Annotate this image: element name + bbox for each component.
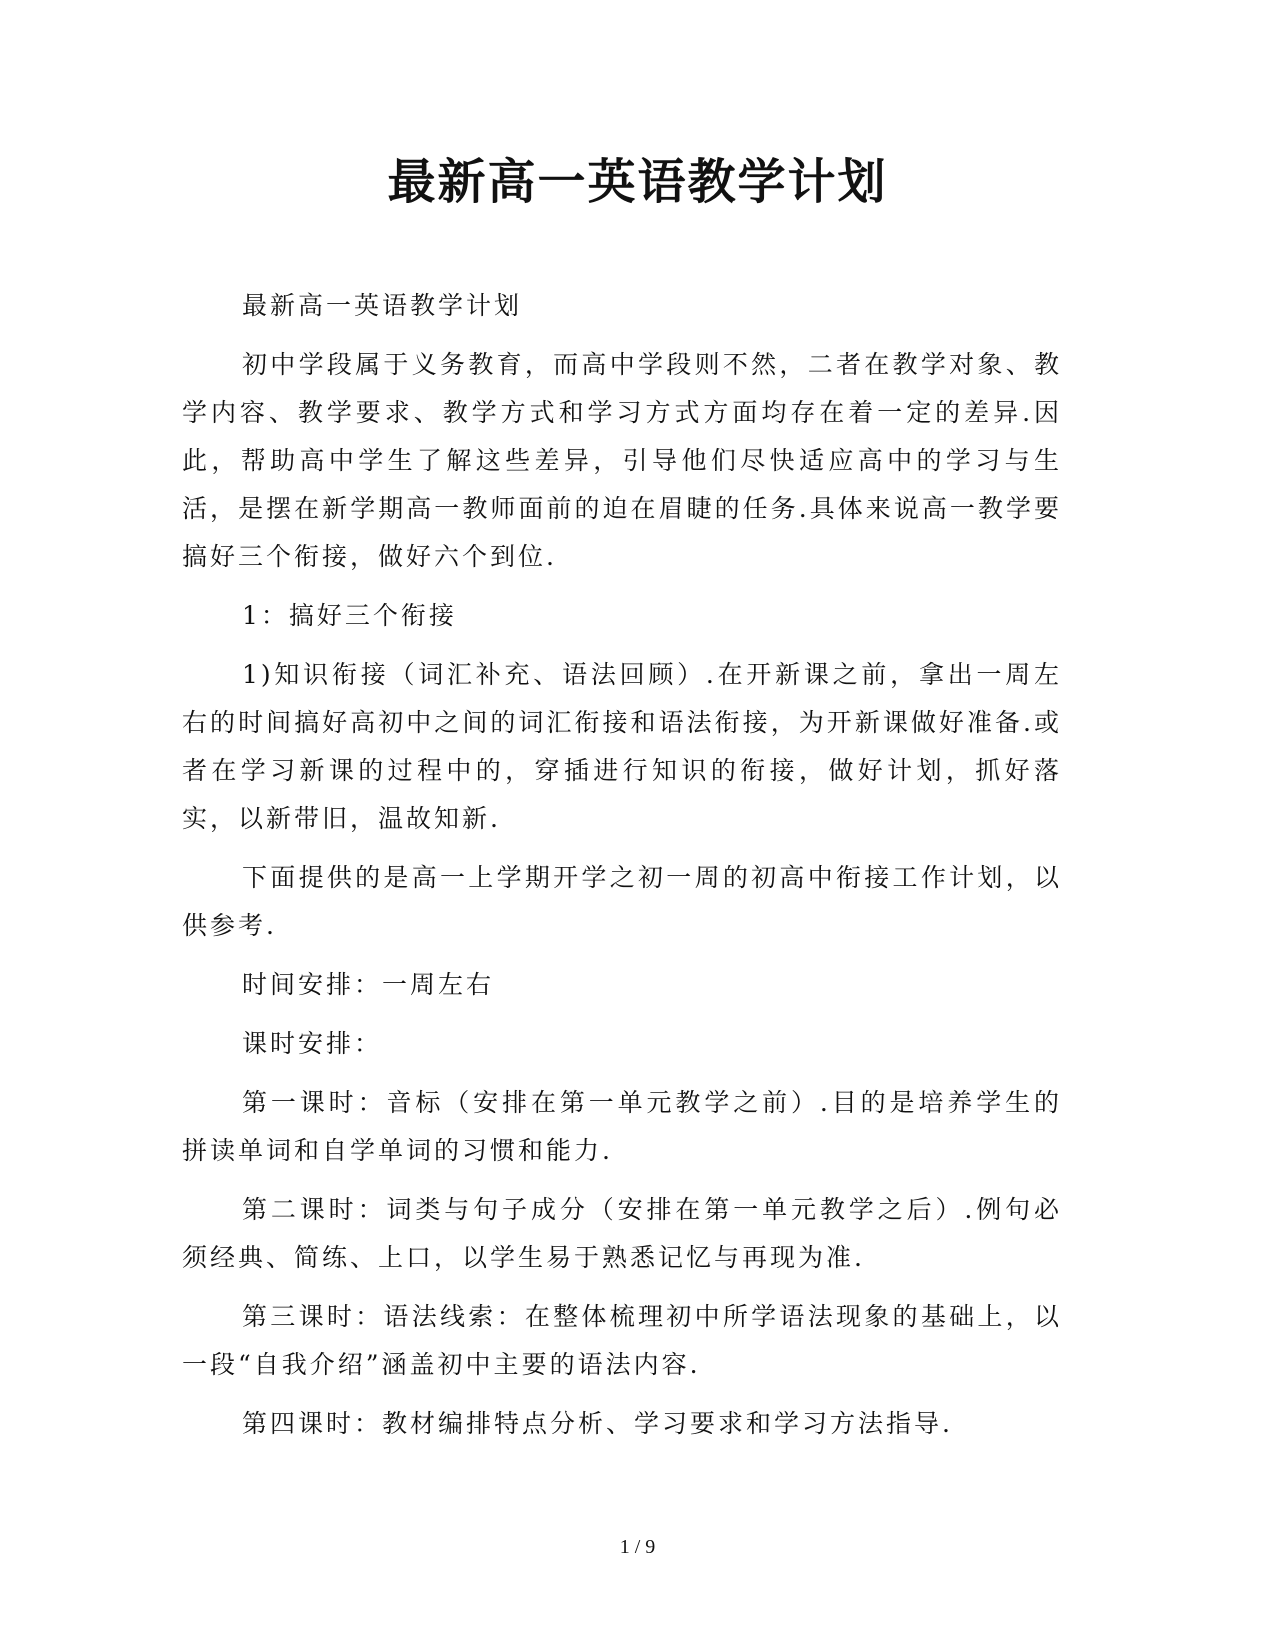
paragraph-lesson-3: 第三课时：语法线索：在整体梳理初中所学语法现象的基础上，以一段“自我介绍”涵盖初中主要的语法内容. (182, 1302, 1062, 1379)
paragraph-lesson-arrangement: 课时安排： (242, 1029, 383, 1058)
paragraph-knowledge-link: 1)知识衔接（词汇补充、语法回顾）.在开新课之前，拿出一周左右的时间搞好高初中之间的词汇衔接和语法衔接，为开新课做好准备.或者在学习新课的过程中的，穿插进行知识的衔接，做好计划，抓好落实，以新带旧，温故知新. (182, 660, 1062, 833)
paragraph-section-heading: 1：搞好三个衔接 (242, 601, 457, 630)
document-body (182, 282, 1062, 1459)
paragraph-lesson-2: 第二课时：词类与句子成分（安排在第一单元教学之后）.例句必须经典、简练、上口，以学生易于熟悉记忆与再现为准. (182, 1195, 1062, 1272)
paragraph-plan-note: 下面提供的是高一上学期开学之初一周的初高中衔接工作计划，以供参考. (182, 863, 1062, 940)
page-number: 1 / 9 (619, 1536, 656, 1558)
paragraph-lesson-1: 第一课时：音标（安排在第一单元教学之前）.目的是培养学生的拼读单词和自学单词的习惯和能力. (182, 1088, 1062, 1165)
paragraph-intro: 初中学段属于义务教育，而高中学段则不然，二者在教学对象、教学内容、教学要求、教学方式和学习方式方面均存在着一定的差异.因此，帮助高中学生了解这些差异，引导他们尽快适应高中的学习与生活，是摆在新学期高一教师面前的迫在眉睫的任务.具体来说高一教学要搞好三个衔接，做好六个到位. (182, 350, 1062, 571)
document-title: 最新高一英语教学计划 (387, 154, 888, 210)
paragraph-time-arrangement: 时间安排：一周左右 (242, 970, 495, 999)
paragraph-subtitle: 最新高一英语教学计划 (242, 291, 523, 320)
paragraph-lesson-4: 第四课时：教材编排特点分析、学习要求和学习方法指导. (242, 1409, 953, 1438)
